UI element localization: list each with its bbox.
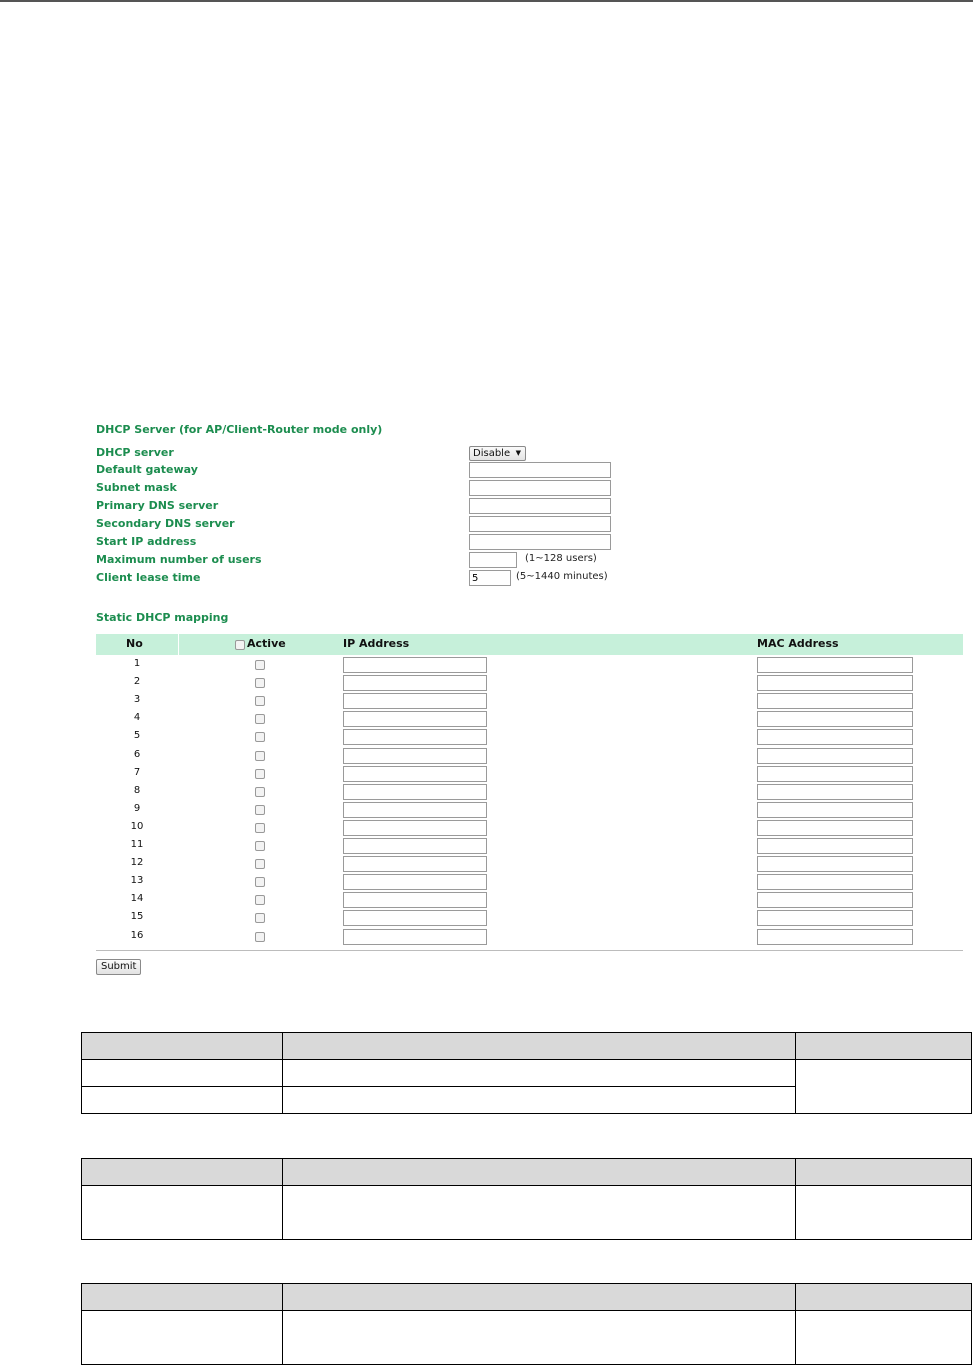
table-cell (82, 1284, 283, 1311)
active-checkbox[interactable] (255, 787, 265, 797)
primary-dns-input[interactable] (469, 498, 611, 514)
mac-address-input[interactable] (757, 657, 913, 673)
table-header-row (82, 1159, 972, 1186)
row-number: 16 (130, 930, 144, 941)
start-ip-input[interactable] (469, 534, 611, 550)
row-number: 4 (133, 712, 141, 723)
active-checkbox[interactable] (255, 932, 265, 942)
table-row (96, 855, 963, 873)
row-number: 5 (133, 730, 141, 741)
row-number: 12 (130, 857, 144, 868)
mac-address-input[interactable] (757, 766, 913, 782)
table-row (96, 891, 963, 909)
row-number: 11 (130, 839, 144, 850)
active-checkbox[interactable] (255, 769, 265, 779)
active-checkbox[interactable] (255, 913, 265, 923)
table-cell (283, 1284, 796, 1311)
table-row (96, 656, 963, 674)
table-row (82, 1186, 972, 1240)
table-row (96, 710, 963, 728)
start-ip-label: Start IP address (96, 535, 197, 548)
ip-address-input[interactable] (343, 929, 487, 945)
mac-address-input[interactable] (757, 892, 913, 908)
mac-address-input[interactable] (757, 838, 913, 854)
table-cell (82, 1159, 283, 1186)
static-mapping-title: Static DHCP mapping (96, 611, 229, 624)
row-number: 3 (133, 694, 141, 705)
ip-address-input[interactable] (343, 910, 487, 926)
active-checkbox[interactable] (255, 678, 265, 688)
table-row (96, 692, 963, 710)
ip-address-input[interactable] (343, 874, 487, 890)
ip-address-input[interactable] (343, 729, 487, 745)
active-checkbox[interactable] (255, 751, 265, 761)
table-row (96, 801, 963, 819)
mac-address-input[interactable] (757, 748, 913, 764)
parameter-table-1 (81, 1032, 972, 1114)
table-row (96, 928, 963, 946)
active-checkbox[interactable] (255, 841, 265, 851)
ip-address-input[interactable] (343, 766, 487, 782)
table-cell (283, 1087, 796, 1114)
table-row (82, 1311, 972, 1365)
ip-address-input[interactable] (343, 820, 487, 836)
dhcp-server-label: DHCP server (96, 446, 174, 459)
table-cell (283, 1060, 796, 1087)
table-header-row (82, 1284, 972, 1311)
table-cell (796, 1186, 972, 1240)
mac-address-input[interactable] (757, 929, 913, 945)
table-cell (82, 1033, 283, 1060)
active-checkbox[interactable] (255, 877, 265, 887)
mac-address-input[interactable] (757, 820, 913, 836)
ip-address-input[interactable] (343, 693, 487, 709)
lease-time-input[interactable] (469, 570, 511, 586)
mac-address-input[interactable] (757, 675, 913, 691)
secondary-dns-label: Secondary DNS server (96, 517, 235, 530)
dhcp-section-title: DHCP Server (for AP/Client-Router mode only) (96, 423, 383, 436)
active-checkbox[interactable] (255, 823, 265, 833)
active-checkbox[interactable] (255, 732, 265, 742)
max-users-hint: (1~128 users) (525, 553, 597, 564)
mac-address-input[interactable] (757, 856, 913, 872)
table-cell (796, 1159, 972, 1186)
ip-address-input[interactable] (343, 657, 487, 673)
header-active: Active (247, 637, 286, 650)
parameter-table-3 (81, 1283, 972, 1365)
submit-button[interactable]: Submit (96, 959, 141, 975)
default-gateway-input[interactable] (469, 462, 611, 478)
row-number: 2 (133, 676, 141, 687)
table-row (96, 765, 963, 783)
table-row (96, 728, 963, 746)
ip-address-input[interactable] (343, 675, 487, 691)
row-number: 6 (133, 749, 141, 760)
ip-address-input[interactable] (343, 784, 487, 800)
table-row (96, 674, 963, 692)
table-cell (283, 1186, 796, 1240)
active-checkbox[interactable] (255, 696, 265, 706)
row-number: 14 (130, 893, 144, 904)
table-cell (796, 1311, 972, 1365)
table-cell (82, 1311, 283, 1365)
ip-address-input[interactable] (343, 892, 487, 908)
header-no: No (126, 637, 143, 650)
header-mac-address: MAC Address (757, 637, 839, 650)
table-cell (82, 1186, 283, 1240)
table-row (96, 837, 963, 855)
table-header-row (82, 1033, 972, 1060)
default-gateway-label: Default gateway (96, 463, 198, 476)
row-number: 8 (133, 785, 141, 796)
max-users-input[interactable] (469, 552, 517, 568)
primary-dns-label: Primary DNS server (96, 499, 219, 512)
active-checkbox[interactable] (255, 859, 265, 869)
lease-time-label: Client lease time (96, 571, 201, 584)
active-checkbox[interactable] (255, 660, 265, 670)
mac-address-input[interactable] (757, 910, 913, 926)
mapping-header-row (96, 634, 963, 655)
table-cell (796, 1060, 972, 1114)
table-cell (82, 1087, 283, 1114)
ip-address-input[interactable] (343, 711, 487, 727)
mac-address-input[interactable] (757, 693, 913, 709)
select-all-checkbox[interactable] (235, 640, 245, 650)
table-row (96, 819, 963, 837)
parameter-table-2 (81, 1158, 972, 1240)
mac-address-input[interactable] (757, 784, 913, 800)
table-row (96, 873, 963, 891)
row-number: 7 (133, 767, 141, 778)
mac-address-input[interactable] (757, 711, 913, 727)
header-ip-address: IP Address (343, 637, 410, 650)
chevron-down-icon: ▼ (515, 449, 521, 457)
subnet-mask-input[interactable] (469, 480, 611, 496)
max-users-label: Maximum number of users (96, 553, 262, 566)
table-cell (82, 1060, 283, 1087)
table-cell (796, 1284, 972, 1311)
ip-address-input[interactable] (343, 838, 487, 854)
lease-time-hint: (5~1440 minutes) (516, 571, 608, 582)
mac-address-input[interactable] (757, 802, 913, 818)
table-cell (283, 1033, 796, 1060)
row-number: 1 (133, 658, 141, 669)
mapping-bottom-rule (96, 950, 963, 951)
active-checkbox[interactable] (255, 805, 265, 815)
secondary-dns-input[interactable] (469, 516, 611, 532)
table-row (96, 783, 963, 801)
row-number: 9 (133, 803, 141, 814)
table-cell (283, 1159, 796, 1186)
row-number: 10 (130, 821, 144, 832)
row-number: 13 (130, 875, 144, 886)
table-row (96, 909, 963, 927)
active-checkbox[interactable] (255, 714, 265, 724)
table-cell (796, 1033, 972, 1060)
header-divider (178, 634, 179, 655)
ip-address-input[interactable] (343, 748, 487, 764)
ip-address-input[interactable] (343, 802, 487, 818)
ip-address-input[interactable] (343, 856, 487, 872)
top-rule (0, 0, 973, 2)
table-cell (283, 1311, 796, 1365)
dhcp-server-value: Disable (473, 448, 511, 459)
dhcp-server-select[interactable] (469, 446, 526, 461)
row-number: 15 (130, 911, 144, 922)
subnet-mask-label: Subnet mask (96, 481, 177, 494)
table-row (82, 1060, 972, 1087)
table-row (96, 747, 963, 765)
active-checkbox[interactable] (255, 895, 265, 905)
mac-address-input[interactable] (757, 729, 913, 745)
mac-address-input[interactable] (757, 874, 913, 890)
